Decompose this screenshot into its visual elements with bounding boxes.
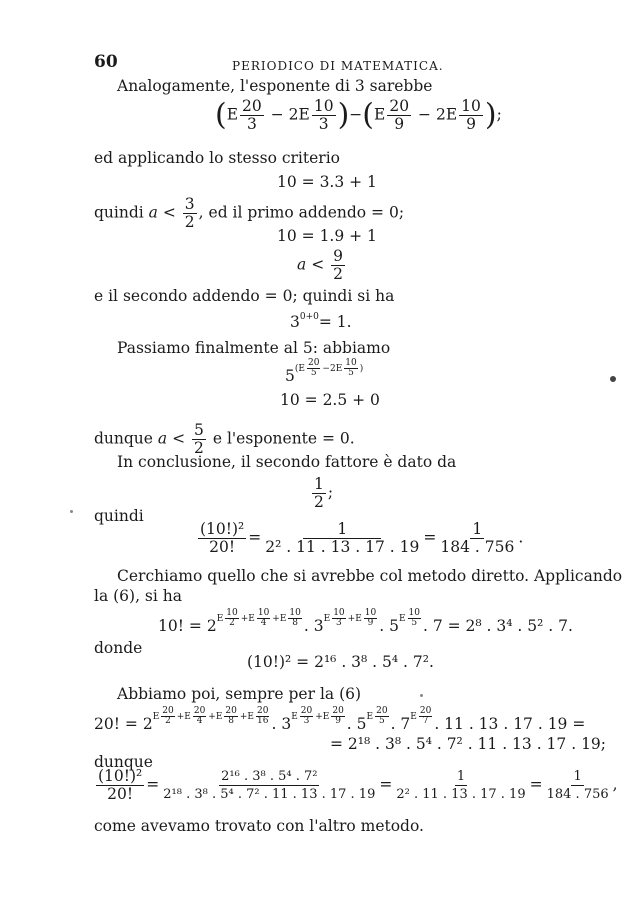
text-line-cerchiamo: Cerchiamo quello che si avrebbe col metodo diretto. Applicando — [117, 567, 623, 585]
equation-10-33: 10 = 3.3 + 1 — [277, 173, 377, 191]
page-number: 60 — [94, 52, 118, 72]
equation-10-19: 10 = 1.9 + 1 — [277, 227, 377, 245]
equation-3-pow: $3^{0+0}= 1$. — [290, 312, 352, 331]
text-line-criterio: ed applicando lo stesso criterio — [94, 149, 340, 167]
text-line-dunque-2: dunque — [94, 753, 153, 771]
equation-ratio-2: $\frac{\text{(10!)²}}{20!}$ = $\frac{\text{2¹⁶ . 3⁸ . 5⁴ . 7²}}{\text{2¹⁸ . 3⁸ . 5⁴ . 7² . 11 . 13 . 17 . 19}}$ = $\frac{1}{\text{2² . 11 . 13 . 17 . 19}}$ = $\frac{1}{184 . 756}$ , — [98, 767, 618, 803]
equation-one-half: $\frac{1}{2}$ ; — [314, 475, 334, 511]
text-line-dunque: dunque a < $\frac{5}{2}$ e l'esponente = 0. — [94, 421, 355, 457]
text-line-secondo: e il secondo addendo = 0; quindi si ha — [94, 287, 395, 305]
margin-speck — [70, 510, 73, 513]
text-line-1: Analogamente, l'esponente di 3 sarebbe — [117, 77, 433, 95]
margin-speck — [420, 694, 423, 697]
equation-10-factorial: 10! = $2^{E \frac{10}{2} +E \frac{10}{4} +E \frac{10}{8}}$ . $3^{E \frac{10}{3} +E \frac{10}{9}}$ . $5^{E \frac{10}{5}}$ . 7 = 2⁸ . 3⁴ . 5² . 7. — [158, 608, 573, 635]
running-title: PERIODICO DI MATEMATICA. — [232, 59, 444, 73]
paren-open: ( — [215, 97, 227, 133]
equation-20-factorial: 20! = $2^{E \frac{20}{2} +E \frac{20}{4} +E \frac{20}{8} +E \frac{20}{16}}$ . $3^{E \frac{20}{3} +E \frac{20}{9}}$ . $5^{E \frac{20}{5}}$ . $7^{E \frac{20}{7}}$ . 11 . 13 . 17 . 19 = — [94, 706, 586, 733]
equation-a-lt-9-2: a < $\frac{9}{2}$ — [297, 247, 343, 283]
equation-exponent-3: (E $\frac{20}{3}$ − 2E $\frac{10}{3}$ )−(E $\frac{20}{9}$ − 2E $\frac{10}{9}$ ); — [215, 97, 502, 133]
text-line-donde: donde — [94, 639, 143, 657]
equation-20f-line2: = 2¹⁸ . 3⁸ . 5⁴ . 7² . 11 . 13 . 17 . 19; — [330, 735, 607, 753]
equation-10-25: 10 = 2.5 + 0 — [280, 391, 380, 409]
text-line-quindi-a: quindi a < $\frac{3}{2}$ , ed il primo addendo = 0; — [94, 195, 405, 231]
text-line-come: come avevamo trovato con l'altro metodo. — [94, 817, 424, 835]
ink-spot — [610, 376, 616, 382]
text-line-quindi-2: quindi — [94, 507, 144, 525]
equation-ratio-1: $\frac{\text{(10!)²}}{20!}$ = $\frac{1}{\text{2² . 11 . 13 . 17 . 19}}$ = $\frac{1}{184 . 756}$ . — [200, 520, 524, 556]
equation-10f-squared: (10!)² = 2¹⁶ . 3⁸ . 5⁴ . 7². — [247, 653, 434, 671]
text-line-applicando: la (6), si ha — [94, 587, 182, 605]
text-line-passiamo: Passiamo finalmente al 5: abbiamo — [117, 339, 391, 357]
equation-5-pow: $5^{(E \frac{20}{5} -2E \frac{10}{5} )}$ — [285, 358, 364, 385]
text-line-abbiamo: Abbiamo poi, sempre per la (6) — [117, 685, 362, 703]
text-line-conclusione: In conclusione, il secondo fattore è dato da — [117, 453, 457, 471]
